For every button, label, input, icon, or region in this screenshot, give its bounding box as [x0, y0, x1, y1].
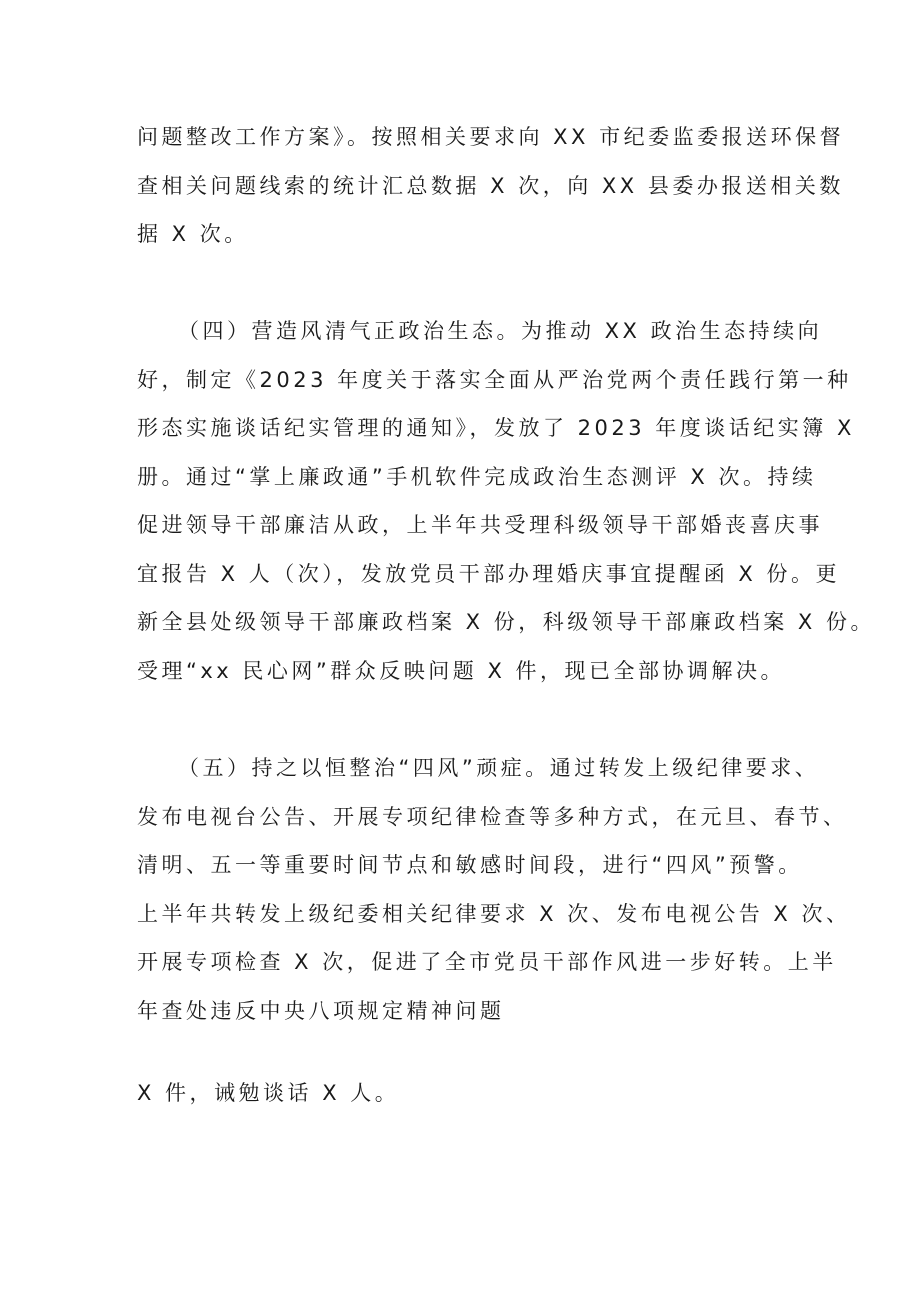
- text-line: 开展专项检查 X 次，促进了全市党员干部作风进一步好转。上半: [137, 950, 837, 974]
- text-line: 据 X 次。: [137, 222, 249, 246]
- text-line: 宜报告 X 人（次），发放党员干部办理婚庆事宜提醒函 X 份。更: [137, 562, 840, 586]
- text-line: 新全县处级领导干部廉政档案 X 份，科级领导干部廉政档案 X 份。: [137, 610, 875, 634]
- text-line: 问题整改工作方案》。按照相关要求向 XX 市纪委监委报送环保督: [137, 125, 845, 149]
- text-line: 册。通过“掌上廉政通”手机软件完成政治生态测评 X 次。持续: [137, 465, 817, 489]
- text-line: 上半年共转发上级纪委相关纪律要求 X 次、发布电视公告 X 次、: [137, 902, 851, 926]
- text-line: （五）持之以恒整治“四风”顽症。通过转发上级纪律要求、: [178, 756, 820, 780]
- text-line: 促进领导干部廉洁从政，上半年共受理科级领导干部婚丧喜庆事: [137, 513, 823, 537]
- text-line: 形态实施谈话纪实管理的通知》，发放了 2023 年度谈话纪实簿 X: [137, 416, 855, 440]
- text-line: 受理“xx 民心网”群众反映问题 X 件，现已全部协调解决。: [137, 659, 786, 683]
- text-line: 发布电视台公告、开展专项纪律检查等多种方式，在元旦、春节、: [137, 805, 848, 829]
- text-line: X 件，诫勉谈话 X 人。: [137, 1081, 400, 1105]
- text-line: 年查处违反中央八项规定精神问题: [137, 999, 505, 1023]
- text-line: 查相关问题线索的统计汇总数据 X 次，向 XX 县委办报送相关数: [137, 174, 844, 198]
- text-line: 清明、五一等重要时间节点和敏感时间段，进行“四风”预警。: [137, 853, 803, 877]
- text-line: （四）营造风清气正政治生态。为推动 XX 政治生态持续向: [178, 319, 823, 343]
- text-line: 好，制定《2023 年度关于落实全面从严治党两个责任践行第一种: [137, 368, 852, 392]
